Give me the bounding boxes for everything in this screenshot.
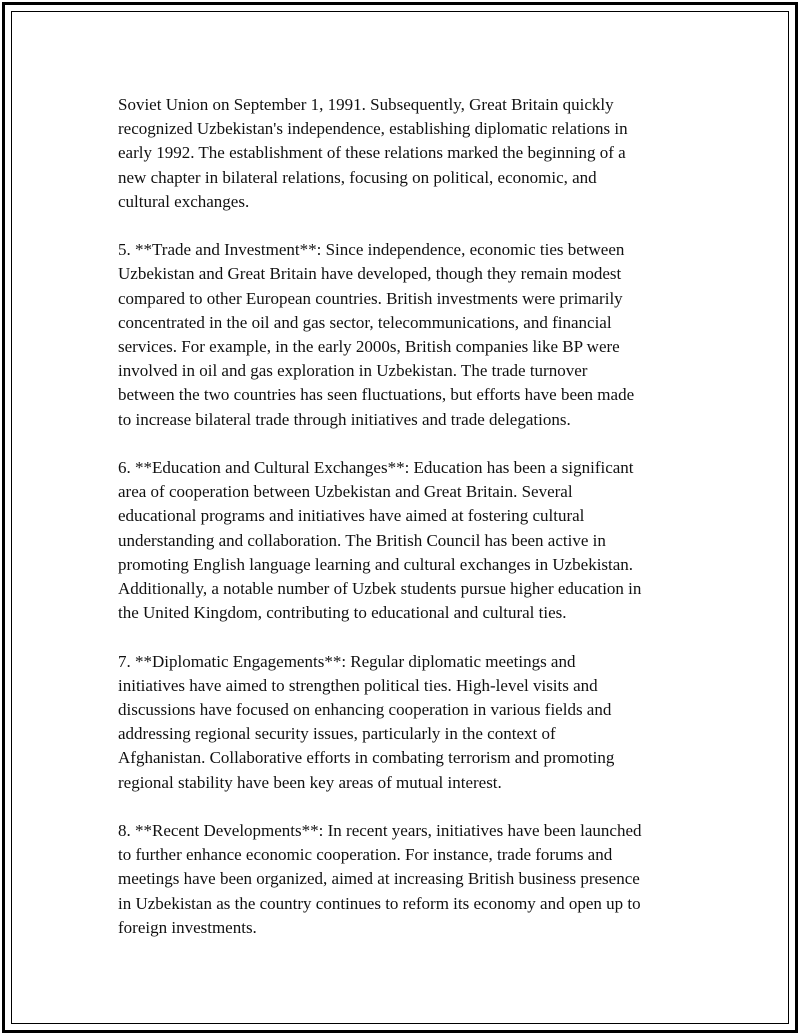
paragraph-independence-recognition: Soviet Union on September 1, 1991. Subsequently, Great Britain quickly recognized Uzbekistan's independence, establishing diplomatic relations in early 1992. The establishment of these relations marked the beginning of a new chapter in bilateral relations, focusing on political, economic, and cultural exchanges. [118,95,628,211]
document-body [118,93,698,964]
paragraph-recent-developments: 8. **Recent Developments**: In recent years, initiatives have been launched to further enhance economic cooperation. For instance, trade forums and meetings have been organized, aimed at increasing British business presence in Uzbekistan as the country continues to reform its economy and open up to foreign investments. [118,821,642,937]
paragraph-education-cultural: 6. **Education and Cultural Exchanges**: Education has been a significant area of cooperation between Uzbekistan and Great Britain. Several educational programs and initiatives have aimed at fostering cultural understanding and collaboration. The British Council has been active in promoting English language learning and cultural exchanges in Uzbekistan. Additionally, a notable number of Uzbek students pursue higher education in the United Kingdom, contributing to educational and cultural ties. [118,458,642,623]
paragraph-diplomatic-engagements: 7. **Diplomatic Engagements**: Regular diplomatic meetings and initiatives have aimed to strengthen political ties. High-level visits and discussions have focused on enhancing cooperation in various fields and addressing regional security issues, particularly in the context of Afghanistan. Collaborative efforts in combating terrorism and promoting regional stability have been key areas of mutual interest. [118,651,615,792]
paragraph-trade-investment: 5. **Trade and Investment**: Since independence, economic ties between Uzbekistan and Great Britain have developed, though they remain modest compared to other European countries. British investments were primarily concentrated in the oil and gas sector, telecommunications, and financial services. For example, in the early 2000s, British companies like BP were involved in oil and gas exploration in Uzbekistan. The trade turnover between the two countries has seen fluctuations, but efforts have been made to increase bilateral trade through initiatives and trade delegations. [118,240,635,429]
